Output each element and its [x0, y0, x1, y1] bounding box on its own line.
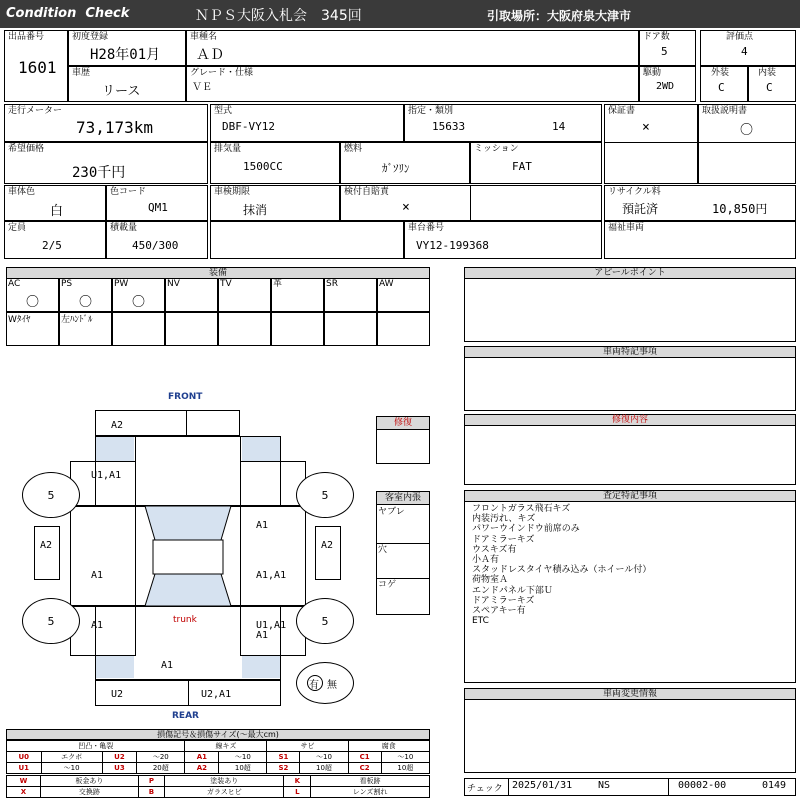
footer-number: 0149 — [762, 780, 787, 791]
legend-table — [6, 740, 430, 774]
blank-box — [210, 221, 404, 259]
legend-cell: 板金あり — [40, 776, 138, 787]
legend-cell: 交換跡 — [40, 787, 138, 798]
spare-tire-indicator — [296, 662, 354, 704]
equipment-cell-row2 — [165, 312, 218, 346]
welfare-label: 福祉車両 — [608, 223, 645, 233]
legend-cell: ～10 — [41, 763, 102, 774]
header-title: Condition Check — [6, 6, 130, 21]
repair-content-body — [464, 425, 796, 485]
legend-cell: A2 — [185, 763, 219, 774]
equipment-cell-row2 — [218, 312, 271, 346]
lot-label: 出品番号 — [8, 32, 45, 42]
mission-label: ミッション — [474, 144, 519, 154]
mileage-label: 走行メーター — [8, 106, 63, 116]
equipment-label: SR — [326, 279, 338, 289]
first-reg-value: H28年01月 — [90, 47, 161, 63]
legend-cell: エクボ — [41, 752, 102, 763]
equipment-cell-row2 — [377, 312, 430, 346]
legend-cell: ～20 — [137, 752, 185, 763]
hood-inner — [135, 436, 241, 506]
equipment-label: 革 — [273, 279, 283, 289]
inspection-value: 抹消 — [243, 203, 268, 217]
legend-cell: 10超 — [300, 763, 348, 774]
interior-value: C — [766, 81, 773, 94]
equipment-label: PW — [114, 279, 129, 289]
score-label: 評価点 — [726, 32, 754, 42]
doors-label: ドア数 — [643, 32, 670, 42]
legend-cell: X — [7, 787, 41, 798]
legend-cell: W — [7, 776, 41, 787]
right-rear-door-label: A1,A1 — [256, 570, 287, 581]
rear-bumper-left-label: U2 — [111, 689, 124, 700]
right-mirror-label: A2 — [321, 540, 334, 551]
grade-value: ＶＥ — [192, 82, 212, 93]
right-headlight — [242, 437, 280, 461]
inspection-note: 小Ａ有 — [472, 555, 500, 565]
legend-cell: ～10 — [381, 752, 429, 763]
chassis-label: 車台番号 — [408, 223, 445, 233]
cabin-glass — [135, 506, 241, 606]
legend-cell: U0 — [7, 752, 42, 763]
cabin-title: 客室内張 — [376, 491, 430, 505]
equipment-label: PS — [61, 279, 73, 289]
capacity-value: 2/5 — [42, 239, 62, 252]
front-bumper-label: A2 — [111, 420, 124, 431]
info-grid-divider — [604, 142, 796, 143]
insurance-divider — [470, 185, 471, 221]
mission-value: FAT — [512, 160, 532, 173]
exterior-label: 外装 — [711, 68, 730, 78]
inspection-note: スペアキー有 — [472, 606, 526, 616]
tire-front-right[interactable]: 5 — [296, 472, 354, 518]
change-info-title: 車両変更情報 — [464, 688, 796, 700]
legend-cell: A1 — [185, 752, 219, 763]
cabin-tear-label: ヤブレ — [378, 507, 405, 517]
type-label: 型式 — [214, 106, 233, 116]
legend-group-row — [7, 741, 430, 752]
legend-group-scratch: 線キズ — [185, 741, 267, 752]
inspection-note: 内装汚れ、キズ — [472, 514, 536, 525]
equipment-mark: 〇 — [132, 295, 146, 310]
warranty-box — [604, 104, 698, 184]
inspection-notes-title: 査定特記事項 — [464, 490, 796, 502]
left-front-door-label: A1 — [91, 570, 104, 581]
equipment-label: AW — [379, 279, 394, 289]
color-code-value: QM1 — [148, 201, 168, 214]
fuel-label: 燃料 — [344, 144, 363, 154]
inspection-note: ウスキズ有 — [472, 544, 517, 555]
appeal-body — [464, 278, 796, 342]
tire-front-left[interactable]: 5 — [22, 472, 80, 518]
load-label: 積載量 — [110, 223, 138, 233]
inspection-note: ドアミラーキズ — [472, 595, 535, 606]
special-notes-body — [464, 357, 796, 411]
cabin-hole-label: 穴 — [378, 545, 388, 555]
grade-label: グレード・仕様 — [190, 68, 254, 78]
checker-initials: NS — [598, 780, 611, 791]
left-front-door[interactable] — [70, 506, 136, 606]
doors-value: 5 — [661, 45, 668, 58]
cabin-burn-label: コゲ — [378, 580, 397, 590]
category-value: 14 — [552, 120, 566, 133]
trunk-label: trunk — [173, 615, 197, 625]
legend-cell: K — [284, 776, 311, 787]
right-rear-fender-label-2: A1 — [256, 630, 269, 641]
legend-cell: C1 — [348, 752, 381, 763]
first-reg-label: 初度登録 — [72, 32, 109, 42]
color-label: 車体色 — [8, 187, 36, 197]
inspection-label: 車検期限 — [214, 187, 251, 197]
lot-number: 1601 — [18, 58, 57, 77]
legend-cell: U1 — [7, 763, 42, 774]
inspection-note: フロントガラス飛石キズ — [472, 504, 571, 514]
type-value: DBF-VY12 — [222, 120, 275, 133]
insurance-value: × — [402, 200, 410, 215]
warranty-value: × — [642, 120, 650, 135]
right-front-door-label: A1 — [256, 520, 269, 531]
rear-label: REAR — [172, 711, 199, 721]
equipment-cell-row2 — [112, 312, 165, 346]
fuel-value: ｶﾞｿﾘﾝ — [382, 162, 410, 175]
price-value: 230千円 — [72, 165, 126, 181]
special-notes-title: 車両特記事項 — [464, 346, 796, 358]
footer-divider-2 — [668, 778, 669, 796]
inspection-note: ETC — [472, 616, 489, 627]
cabin-divider-1 — [376, 543, 430, 544]
legend-cell: ～10 — [300, 752, 348, 763]
legend-cell: 看板跡 — [311, 776, 430, 787]
capacity-label: 定員 — [8, 223, 27, 233]
left-mirror[interactable] — [34, 526, 60, 580]
legend-cell: 塗装あり — [165, 776, 284, 787]
equipment-mark: 〇 — [26, 295, 40, 310]
load-value: 450/300 — [132, 239, 179, 252]
recycle-fee: 10,850円 — [712, 202, 768, 216]
spare-yes-label: 有 — [309, 680, 319, 691]
legend-cell: レンズ割れ — [311, 787, 430, 798]
appeal-title: アピールポイント — [464, 267, 796, 279]
cabin-divider-2 — [376, 578, 430, 579]
inspection-note: パワーウインドウ前席のみ — [472, 524, 580, 535]
equipment-label: TV — [220, 279, 232, 289]
model-name-value: ＡＤ — [196, 47, 224, 63]
legend-cell: ガラスヒビ — [165, 787, 284, 798]
equipment-mark: 〇 — [79, 295, 93, 310]
legend-cell: B — [138, 787, 164, 798]
rear-bumper-right-label: U2,A1 — [201, 689, 232, 700]
pickup-location: 引取場所：大阪府泉大津市 — [487, 9, 632, 23]
inspection-note: エンドパネル下部Ｕ — [472, 585, 553, 596]
legend-row-4 — [7, 787, 430, 798]
equipment-title: 装備 — [6, 267, 430, 279]
exterior-value: C — [718, 81, 725, 94]
legend-cell: C2 — [348, 763, 381, 774]
repair-title: 修復 — [376, 416, 430, 430]
left-front-fender-label: U1,A1 — [91, 470, 122, 481]
left-taillight — [96, 656, 134, 678]
right-rear-fender-label: U1,A1 — [256, 620, 287, 631]
legend-cell: P — [138, 776, 164, 787]
history-label: 車歴 — [72, 68, 91, 78]
recycle-status: 預託済 — [622, 202, 659, 216]
grade-box — [186, 66, 639, 102]
change-info-body — [464, 699, 796, 773]
equipment-label-row2: Wﾀｲﾔ — [8, 315, 31, 325]
manual-value: 〇 — [740, 123, 754, 138]
left-front-fender[interactable] — [70, 461, 136, 506]
legend-group-dent: 凹凸・亀裂 — [7, 741, 185, 752]
legend-cell: ～10 — [219, 752, 267, 763]
score-value: 4 — [741, 45, 748, 58]
right-taillight — [242, 656, 280, 678]
chassis-value: VY12-199368 — [416, 239, 489, 252]
legend-row-2 — [7, 763, 430, 774]
interior-label: 内装 — [758, 68, 777, 78]
check-label: チェック — [467, 784, 503, 794]
model-name-label: 車種名 — [190, 32, 218, 42]
footer-divider-1 — [508, 778, 509, 796]
inspection-note: ドアミラーキズ — [472, 534, 535, 545]
equipment-cell-row2 — [271, 312, 324, 346]
displacement-label: 排気量 — [214, 144, 242, 154]
manual-box — [698, 104, 796, 184]
warranty-label: 保証書 — [608, 106, 636, 116]
designation-value: 15633 — [432, 120, 466, 133]
legend-cell: 10超 — [219, 763, 267, 774]
auction-name: ＮＰＳ大阪入札会 345回 — [195, 8, 362, 24]
footer-code: 00002-00 — [678, 780, 727, 791]
mileage-value: 73,173km — [76, 118, 154, 137]
drive-value: 2WD — [656, 81, 675, 92]
rear-gate-label: A1 — [161, 660, 174, 671]
designation-label: 指定・類別 — [408, 106, 454, 116]
legend-group-rust: サビ — [267, 741, 348, 752]
legend-cell: S2 — [267, 763, 300, 774]
manual-label: 取扱説明書 — [702, 106, 748, 116]
legend-row-1 — [7, 752, 430, 763]
history-value: リース — [102, 84, 141, 99]
inspection-note: スタッドレスタイヤ積み込み（ホイール付） — [472, 565, 652, 576]
displacement-value: 1500CC — [243, 160, 283, 173]
front-label: FRONT — [168, 392, 203, 402]
spare-no-label: 無 — [327, 680, 337, 691]
rear-bumper-divider — [188, 680, 189, 706]
left-headlight — [96, 437, 134, 461]
equipment-label: AC — [8, 279, 21, 289]
legend-title: 損傷記号＆損傷サイズ(～最大cm) — [6, 729, 430, 740]
left-mirror-label: A2 — [40, 540, 53, 551]
legend-cell: S1 — [267, 752, 300, 763]
recycle-label: リサイクル料 — [608, 187, 661, 197]
model-name-box — [186, 30, 639, 66]
right-mirror[interactable] — [315, 526, 341, 580]
right-front-door[interactable] — [240, 506, 306, 606]
tire-rear-right[interactable]: 5 — [296, 598, 354, 644]
check-date: 2025/01/31 — [512, 780, 573, 791]
equipment-label: NV — [167, 279, 180, 289]
legend-table-2 — [6, 775, 430, 798]
insurance-label: 検付自賠責 — [344, 187, 390, 197]
equipment-cell-row2 — [324, 312, 377, 346]
tire-rear-left[interactable]: 5 — [22, 598, 80, 644]
bonnet-right — [186, 410, 240, 436]
price-label: 希望価格 — [8, 144, 45, 154]
color-value: 白 — [50, 204, 64, 219]
legend-row-3 — [7, 776, 430, 787]
left-rear-door-label: A1 — [91, 620, 104, 631]
color-code-label: 色コード — [110, 187, 147, 197]
repair-content-title: 修復内容 — [464, 414, 796, 426]
legend-cell: 20超 — [137, 763, 185, 774]
legend-cell: U3 — [102, 763, 137, 774]
legend-group-corrosion: 腐食 — [348, 741, 429, 752]
inspection-note: 荷物室Ａ — [472, 575, 509, 586]
legend-cell: U2 — [102, 752, 137, 763]
legend-cell: L — [284, 787, 311, 798]
drive-label: 駆動 — [643, 68, 662, 78]
equipment-label-row2: 左ﾊﾝﾄﾞﾙ — [61, 315, 93, 325]
legend-cell: 10超 — [381, 763, 429, 774]
